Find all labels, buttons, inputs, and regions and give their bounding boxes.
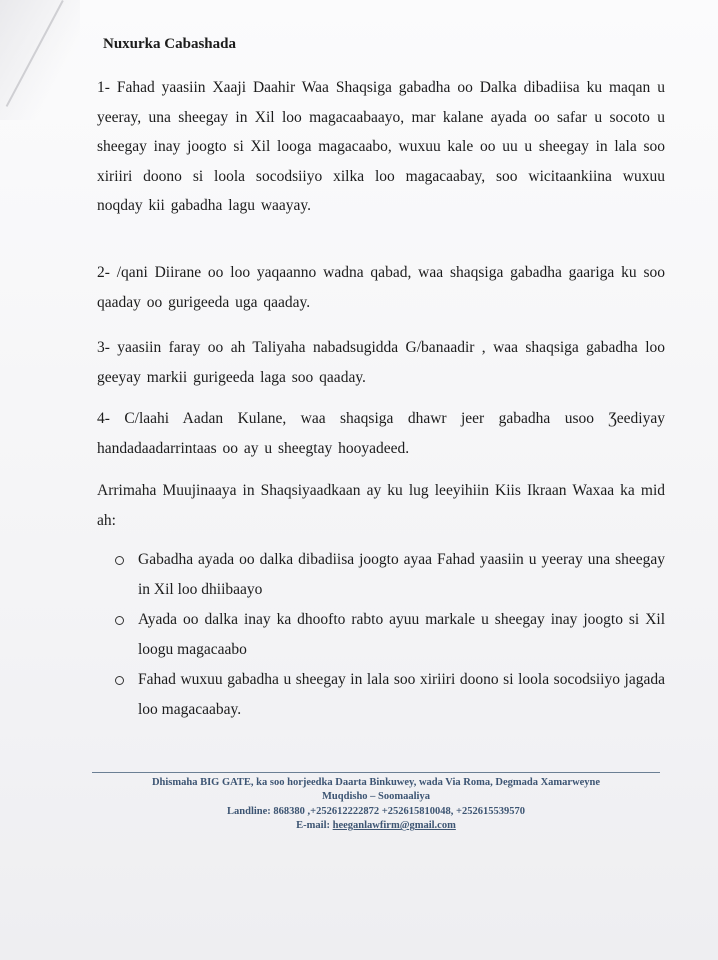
hollow-bullet-icon: [115, 556, 124, 565]
footer-email-label: E-mail:: [296, 820, 333, 832]
hollow-bullet-icon: [115, 616, 124, 625]
footer-email-link[interactable]: heeganlawfirm@gmail.com: [332, 820, 456, 832]
document-heading: Nuxurka Cabashada: [103, 36, 236, 52]
footer-landline: Landline: 868380 ,+252612222872 +252615810048, +252615539570: [227, 805, 525, 817]
bullet-text: Gabadha ayada oo dalka dibadiisa joogto ayaa Fahad yaasiin u yeeray una sheegay in Xil loo dhiibaayo: [138, 551, 665, 598]
bullet-text: Fahad wuxuu gabadha u sheegay in lala soo xiriiri doono si loola socodsiiyo jagada loo magacaabay.: [138, 671, 665, 718]
footer-address: Dhismaha BIG GATE, ka soo horjeedka Daarta Binkuwey, wada Via Roma, Degmada Xamarweyne: [151, 777, 601, 788]
bullet-list: [115, 545, 665, 725]
bullet-item: [115, 545, 665, 604]
footer-city: Muqdisho – Soomaaliya: [322, 791, 430, 803]
letterhead-footer: [92, 776, 660, 834]
paragraph-3: 3- yaasiin faray oo ah Taliyaha nabadsugidda G/banaadir , waa shaqsiga gabadha loo geeyay markii gurigeeda laga soo qaaday.: [97, 339, 665, 386]
bullet-item: [115, 605, 665, 664]
bullet-item: [115, 665, 665, 724]
footer-divider: [92, 772, 660, 773]
paragraph-5: Arrimaha Muujinaaya in Shaqsiyaadkaan ay ku lug leeyihiin Kiis Ikraan Waxaa ka mid ah:: [97, 482, 665, 529]
paragraph-4: 4- C/laahi Aadan Kulane, waa shaqsiga dhawr jeer gabadha usoo Ʒeediyay handadaadarrintaas oo ay u sheegtay hooyadeed.: [97, 410, 665, 457]
paragraph-1: 1- Fahad yaasiin Xaaji Daahir Waa Shaqsiga gabadha oo Dalka dibadiisa ku maqan u yeeray, una sheegay in Xil loo magacaabaayo, mar kalane ayada oo safar u socoto u sheegay inay joogto si Xil looga magacaabo, wuxuu kale oo uu u sheegay in lala soo xiriiri doono si loola socodsiiyo xilka loo magacaabay, soo wicitaankiina wuxuu noqday kii gabadha lagu waayay.: [97, 79, 665, 214]
paper-fold-shadow: [0, 0, 80, 120]
hollow-bullet-icon: [115, 676, 124, 685]
paragraph-2: 2- /qani Diirane oo loo yaqaanno wadna qabad, waa shaqsiga gabadha gaariga ku soo qaaday oo gurigeeda uga qaaday.: [97, 264, 665, 311]
bullet-text: Ayada oo dalka inay ka dhoofto rabto ayuu markale u sheegay inay joogto si Xil loogu magacaabo: [138, 611, 665, 658]
footer-email-line: [92, 819, 660, 833]
